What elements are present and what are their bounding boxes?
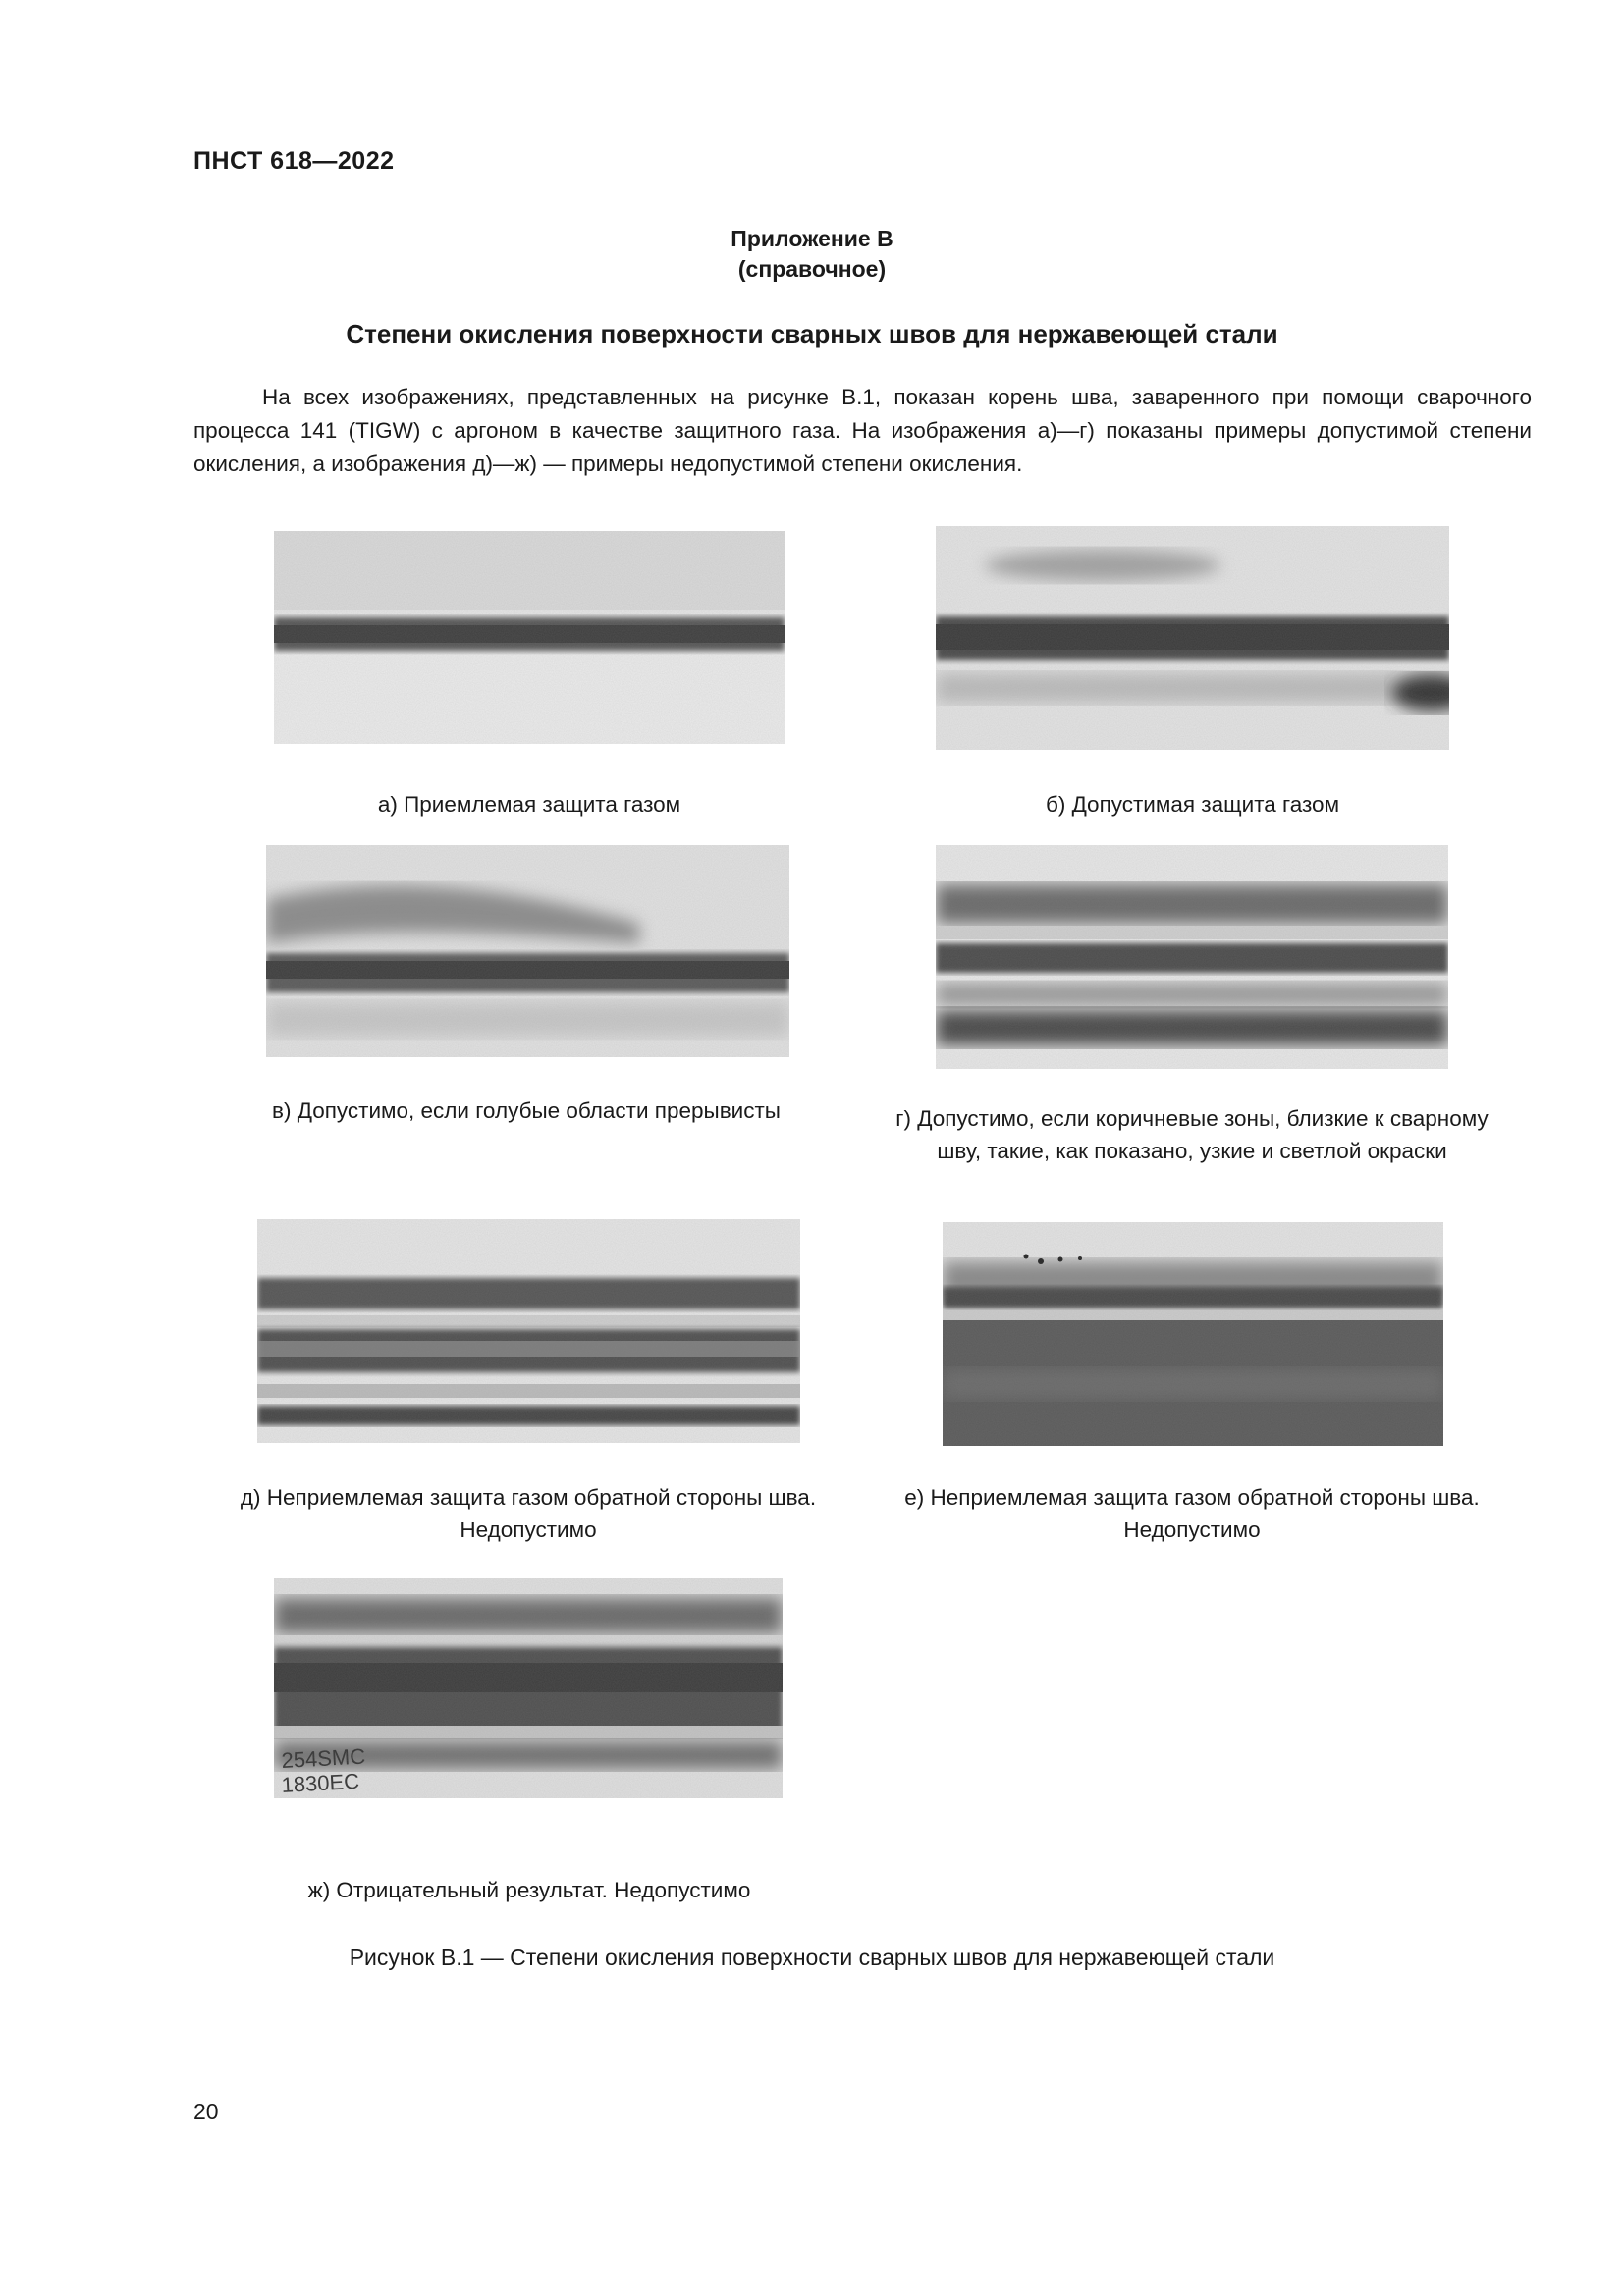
caption-zh: ж) Отрицательный результат. Недопустимо [307, 1878, 751, 1902]
caption-g: г) Допустимо, если коричневые зоны, близкие к сварному шву, такие, как показано, узкие и светлой окраски [895, 1106, 1489, 1163]
weld-photo-zh [274, 1578, 783, 1798]
weld-photo-d [257, 1219, 800, 1443]
document-header: ПНСТ 618—2022 [193, 147, 395, 175]
appendix-type: (справочное) [737, 256, 887, 282]
caption-d: д) Неприемлемая защита газом обратной стороны шва. Недопустимо [240, 1485, 817, 1542]
weld-photo-b [936, 526, 1449, 750]
intro-paragraph [193, 381, 1532, 481]
intro-text: На всех изображениях, представленных на рисунке В.1, показан корень шва, заваренного при помощи сварочного процесса 141 (TIGW) с аргоном в качестве защитного газа. На изображения а)—г) показаны примеры допустимой степени окисления, а изображения д)—ж) — примеры недопустимой степени окисления. [193, 385, 1532, 476]
weld-photo-g [936, 845, 1448, 1069]
weld-photo-v [266, 845, 789, 1057]
caption-v: в) Допустимо, если голубые области прерывисты [272, 1098, 781, 1123]
caption-a: а) Приемлемая защита газом [377, 792, 681, 817]
appendix-title: Приложение В [731, 226, 893, 251]
caption-b: б) Допустимая защита газом [1045, 792, 1340, 817]
weld-photo-a [274, 531, 785, 744]
weld-photo-e [943, 1222, 1443, 1446]
section-title: Степени окисления поверхности сварных швов для нержавеющей стали [346, 319, 1278, 348]
figure-caption: Рисунок В.1 — Степени окисления поверхности сварных швов для нержавеющей стали [349, 1945, 1275, 1970]
caption-e: е) Неприемлемая защита газом обратной стороны шва. Недопустимо [904, 1485, 1480, 1542]
page-number: 20 [193, 2099, 219, 2124]
